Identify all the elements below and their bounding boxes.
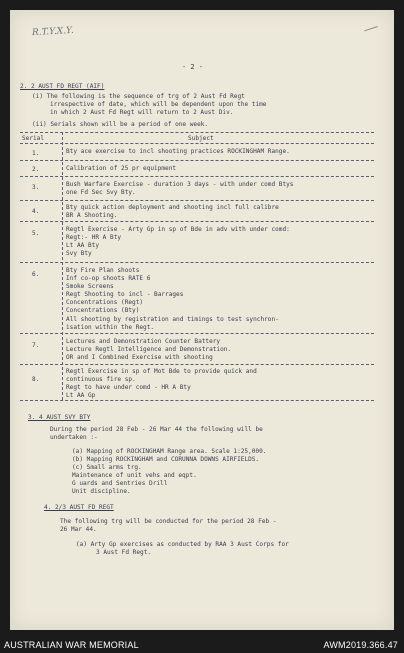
table-rule xyxy=(20,221,374,222)
table-row-subject-line: Regt:- HR A Bty xyxy=(66,234,122,241)
table-row-serial: 6. xyxy=(32,271,40,278)
table-rule xyxy=(20,262,374,263)
section-2-para-2: (ii) Serials shown will be a period of one week. xyxy=(32,121,209,128)
table-rule xyxy=(20,160,374,161)
table-row-serial: 2. xyxy=(32,166,40,173)
table-row-serial: 1. xyxy=(32,150,40,157)
table-rule xyxy=(20,364,374,365)
table-row-subject-line: Concentrations (Regt) xyxy=(66,299,144,306)
section-2-heading: 2. 2 AUST FD REGT (AIF) xyxy=(20,83,105,90)
section-3-item: Maintenance of unit vehs and eqpt. xyxy=(72,472,197,479)
table-rule xyxy=(20,200,374,201)
footer-reference: AWM2019.366.47 xyxy=(323,640,398,650)
footer-institution: AUSTRALIAN WAR MEMORIAL xyxy=(4,640,139,650)
section-4-item-line-2: 3 Aust Fd Regt. xyxy=(96,549,152,556)
table-row-subject-line: All shooting by registration and timings to test synchron- xyxy=(66,316,279,323)
section-3-item: Unit discipline. xyxy=(72,488,131,495)
document-page xyxy=(10,10,394,630)
table-row-subject-line: Lt AA Gp xyxy=(66,392,96,399)
table-row-subject-line: OR and I Combined Exercise with shooting xyxy=(66,354,213,361)
section-4-intro-line-1: The following trg will be conducted for the period 28 Feb - xyxy=(60,518,277,525)
table-row-subject-line: Regtl Exercise in sp of Mot Bde to provide quick and xyxy=(66,368,257,375)
table-row-serial: 3. xyxy=(32,184,40,191)
table-rule xyxy=(20,333,374,334)
table-row-subject-line: isation within the Regt. xyxy=(66,324,155,331)
table-row-subject-line: Bty quick action deployment and shooting incl full calibre xyxy=(66,204,279,211)
section-2-para-1-line-2: irrespective of date, which will be dependent upon the time xyxy=(50,101,267,108)
table-row-serial: 7. xyxy=(32,342,40,349)
table-row-subject-line: Lecture Regtl Intelligence and Demonstration. xyxy=(66,346,232,353)
table-rule xyxy=(20,400,374,401)
table-row-subject-line: Bush Warfare Exercise - duration 3 days - with under comd Btys xyxy=(66,181,294,188)
section-3-item: (c) Small arms trg. xyxy=(72,464,142,471)
section-4-heading: 4. 2/3 AUST FD REGT xyxy=(44,504,114,511)
table-row-subject-line: Inf co-op shoots RATE 6 xyxy=(66,275,151,282)
section-3-item: G uards and Sentries Drill xyxy=(72,480,168,487)
table-row-subject-line: Smoke Screens xyxy=(66,283,114,290)
table-row-subject-line: Concentrations (Bty) xyxy=(66,307,140,314)
handwritten-reference: R.T.Y.X.Y. xyxy=(31,25,74,39)
table-row-serial: 5. xyxy=(32,230,40,237)
section-3-intro-line-2: undertaken :- xyxy=(50,434,98,441)
table-row-subject-line: Calibration of 25 pr equipment xyxy=(66,165,177,172)
page-number: - 2 - xyxy=(182,63,204,71)
section-3-item: (b) Mapping ROCKINGHAM and CORUNNA DOWNS AIRFIELDS. xyxy=(72,456,260,463)
table-rule xyxy=(20,132,374,133)
section-2-para-1-line-1: (i) The following is the sequence of trg of 2 Aust Fd Regt xyxy=(32,93,245,100)
pencil-mark xyxy=(364,26,379,37)
table-row-subject-line: BR A Shooting. xyxy=(66,212,118,219)
table-row-subject-line: Lectures and Demonstration Counter Battery xyxy=(66,338,221,345)
table-row-subject-line: Lt AA Bty xyxy=(66,242,100,249)
section-2-para-1-line-3: in which 2 Aust Fd Regt will return to 2 Aust Div. xyxy=(50,109,234,116)
table-header-subject: Subject xyxy=(188,135,214,142)
table-row-subject-line: Regt to have under comd - HR A Bty xyxy=(66,384,191,391)
table-row-subject-line: Bty ace exercise to incl shooting practices ROCKINGHAM Range. xyxy=(66,148,290,155)
table-rule xyxy=(20,176,374,177)
table-rule xyxy=(20,143,374,144)
table-row-subject-line: Svy Bty xyxy=(66,250,92,257)
table-row-subject-line: Regtl Exercise - Arty Gp in sp of Bde in adv with under comd: xyxy=(66,226,290,233)
table-row-serial: 8. xyxy=(32,376,40,383)
section-4-intro-line-2: 26 Mar 44. xyxy=(60,526,97,533)
table-header-serial: Serial xyxy=(22,135,45,142)
table-row-subject-line: one Fd Sec Svy Bty. xyxy=(66,189,136,196)
section-4-item-line-1: (a) Arty Gp exercises as conducted by RAA 3 Aust Corps for xyxy=(76,541,289,548)
table-column-divider xyxy=(62,132,63,400)
section-3-item: (a) Mapping of ROCKINGHAM Range area. Scale 1:25,000. xyxy=(72,448,267,455)
table-row-subject-line: Bty Fire Plan shoots xyxy=(66,267,140,274)
table-row-serial: 4. xyxy=(32,208,40,215)
section-3-intro-line-1: During the period 28 Feb - 26 Mar 44 the following will be xyxy=(50,426,263,433)
table-row-subject-line: continuous fire sp. xyxy=(66,376,136,383)
section-3-heading: 3. 4 AUST SVY BTY xyxy=(28,414,91,421)
table-row-subject-line: Regt Shooting to incl - Barrages xyxy=(66,291,184,298)
